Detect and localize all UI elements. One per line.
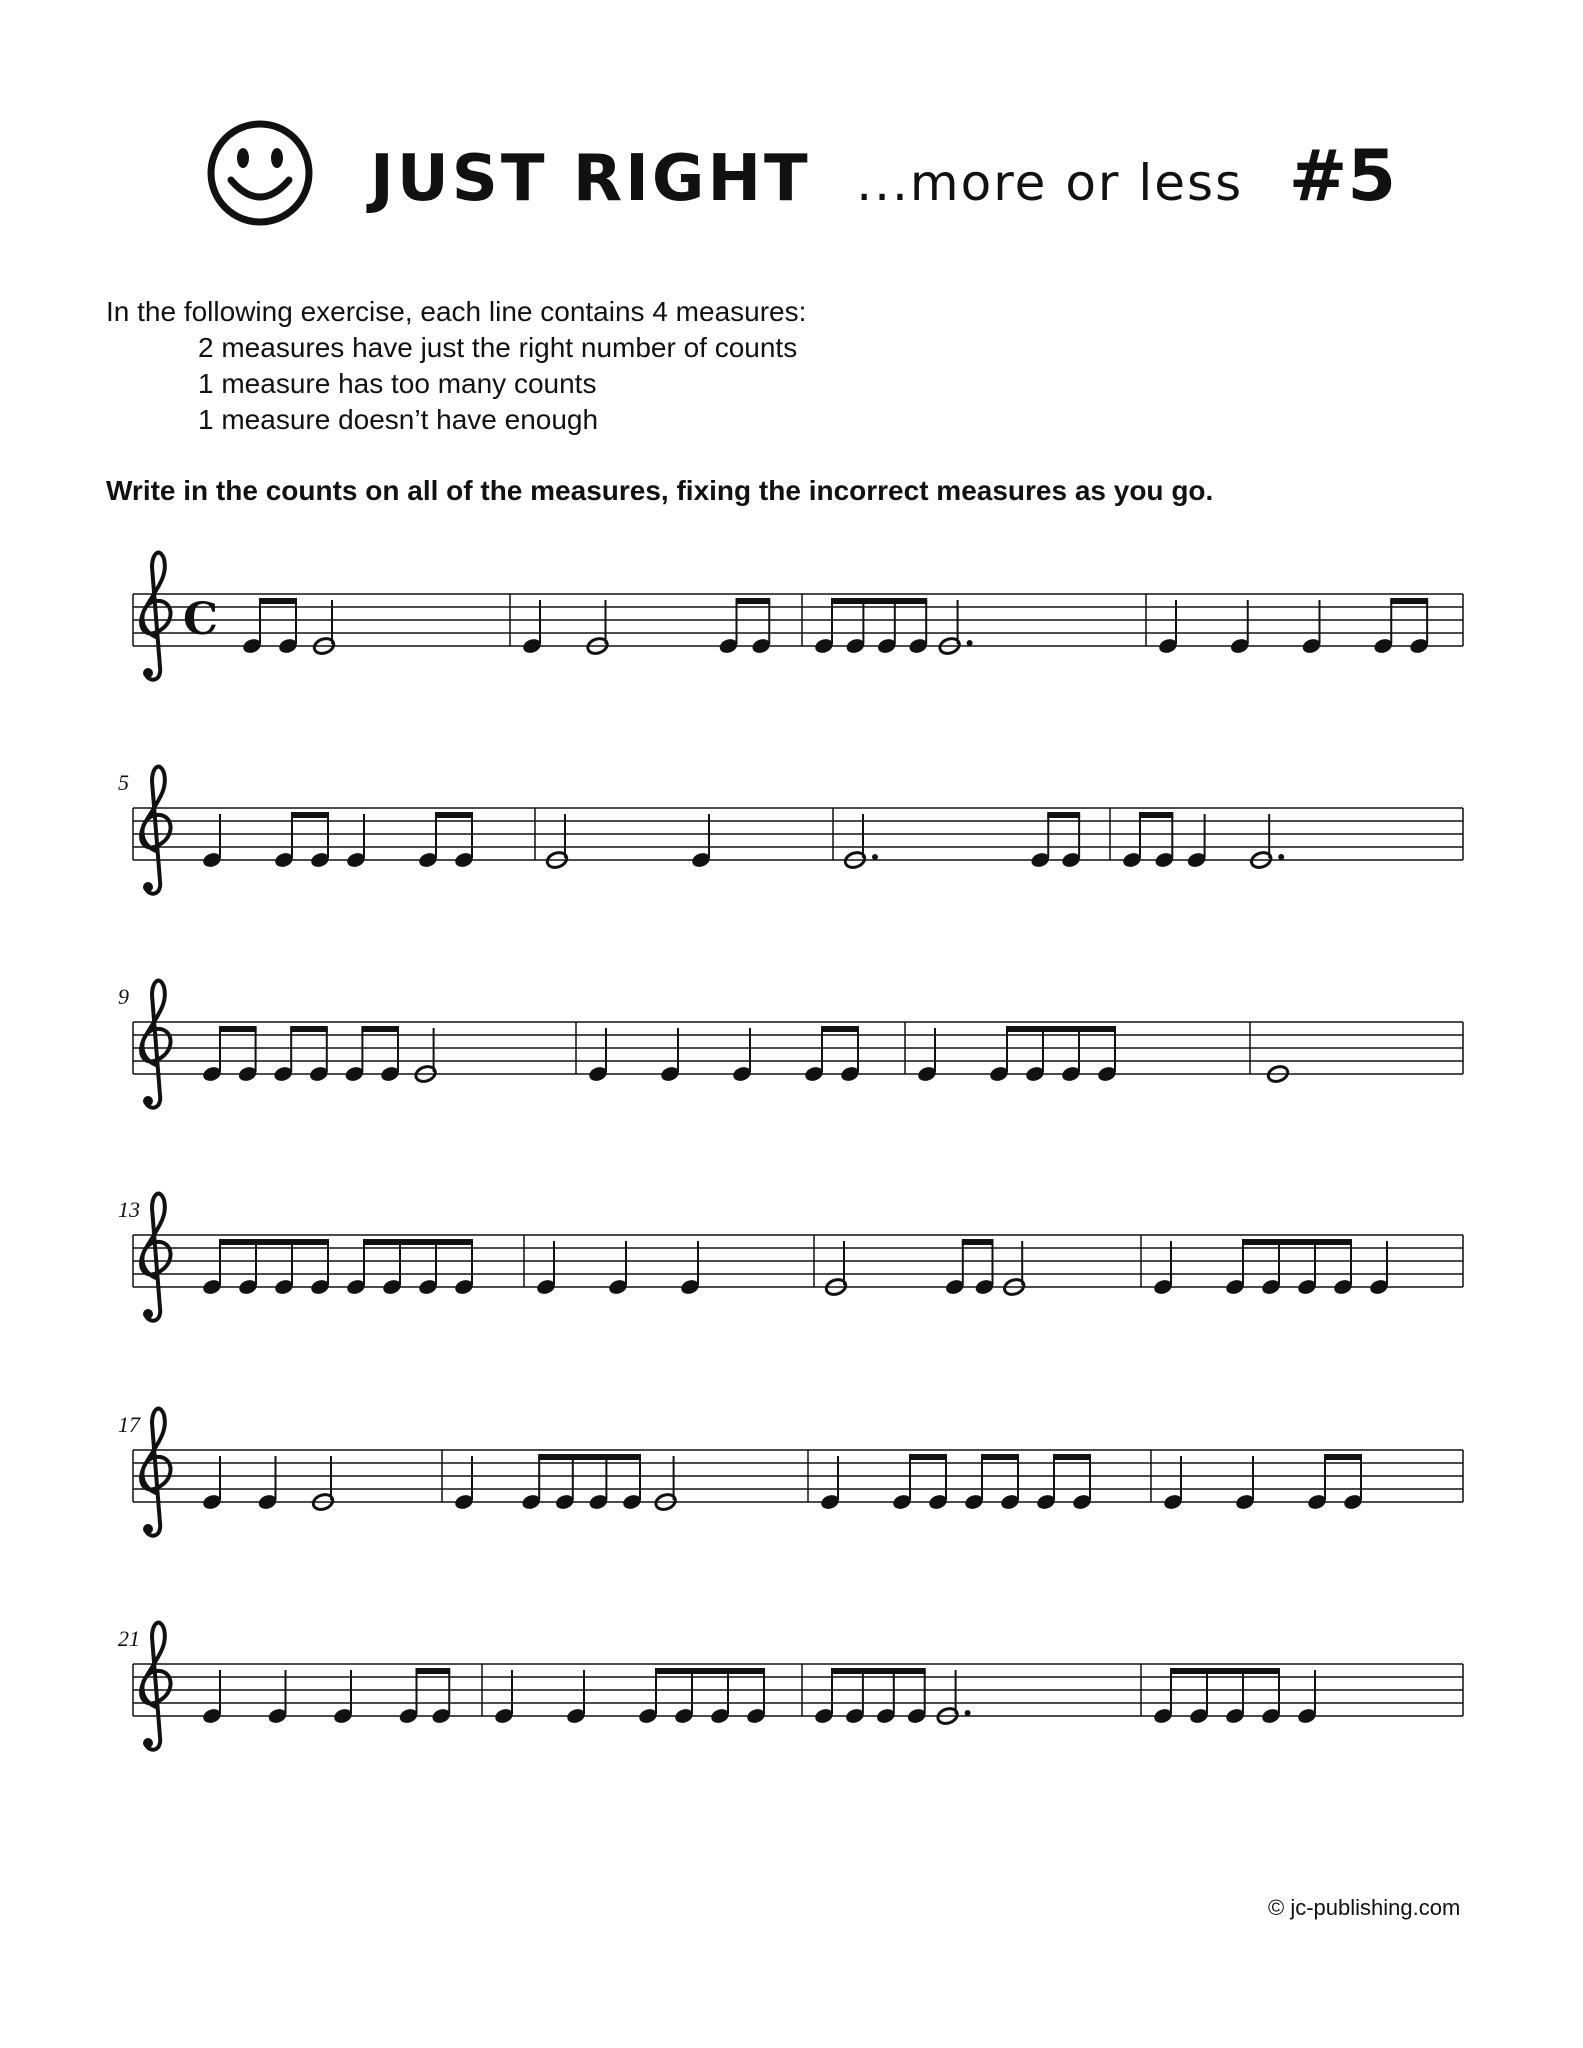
beam [435, 812, 473, 818]
instructions-intro: In the following exercise, each line contains 4 measures: [106, 296, 807, 327]
dot [967, 640, 973, 646]
beam [1053, 1454, 1091, 1460]
time-signature: C [183, 594, 219, 645]
staff-system-1 [133, 553, 1463, 680]
dot [965, 1710, 971, 1716]
instruction-item: 1 measure doesn’t have enough [198, 404, 599, 435]
beam [538, 1454, 641, 1460]
beam [1006, 1026, 1116, 1032]
beam [291, 812, 329, 818]
treble-clef-icon [141, 767, 170, 894]
staff-system-5 [118, 1409, 1463, 1536]
beam [831, 598, 927, 604]
measure-number: 5 [118, 770, 129, 795]
staff-system-3 [118, 981, 1463, 1108]
dot [872, 854, 878, 860]
beam [361, 1026, 399, 1032]
title-subtitle: ...more or less [856, 154, 1244, 212]
beam [363, 1239, 473, 1245]
beam [1390, 598, 1428, 604]
treble-clef-dot [143, 668, 153, 678]
treble-clef-dot [143, 1738, 153, 1748]
beam [1047, 812, 1080, 818]
beam [259, 598, 297, 604]
beam [736, 598, 771, 604]
title-main: JUST RIGHT [370, 142, 811, 216]
treble-clef-icon [141, 981, 170, 1108]
treble-clef-icon [141, 553, 170, 680]
copyright-notice: © jc-publishing.com [1268, 1895, 1461, 1920]
treble-clef-dot [143, 1524, 153, 1534]
task-instruction: Write in the counts on all of the measures, fixing the incorrect measures as you go. [106, 475, 1214, 506]
staff-system-2 [118, 767, 1463, 894]
dot [1278, 854, 1284, 860]
measure-number: 21 [118, 1626, 140, 1651]
beam [290, 1026, 328, 1032]
beam [1139, 812, 1173, 818]
measure-number: 13 [118, 1197, 140, 1222]
beam [909, 1454, 947, 1460]
beam [981, 1454, 1019, 1460]
treble-clef-icon [141, 1194, 170, 1321]
measure-number: 17 [118, 1412, 140, 1437]
treble-clef-dot [143, 882, 153, 892]
treble-clef-dot [143, 1096, 153, 1106]
staff-system-6 [118, 1623, 1463, 1750]
staff-system-4 [118, 1194, 1463, 1321]
measure-number: 9 [118, 984, 129, 1009]
instruction-item: 1 measure has too many counts [198, 368, 597, 399]
beam [1324, 1454, 1362, 1460]
treble-clef-icon [141, 1623, 170, 1750]
beam [1242, 1239, 1352, 1245]
beam [1170, 1668, 1280, 1674]
beam [821, 1026, 859, 1032]
beam [962, 1239, 994, 1245]
beam [219, 1239, 329, 1245]
instruction-item: 2 measures have just the right number of counts [198, 332, 798, 363]
beam [655, 1668, 765, 1674]
beam [831, 1668, 926, 1674]
title-number: #5 [1288, 135, 1397, 217]
treble-clef-dot [143, 1309, 153, 1319]
beam [219, 1026, 257, 1032]
treble-clef-icon [141, 1409, 170, 1536]
beam [416, 1668, 451, 1674]
